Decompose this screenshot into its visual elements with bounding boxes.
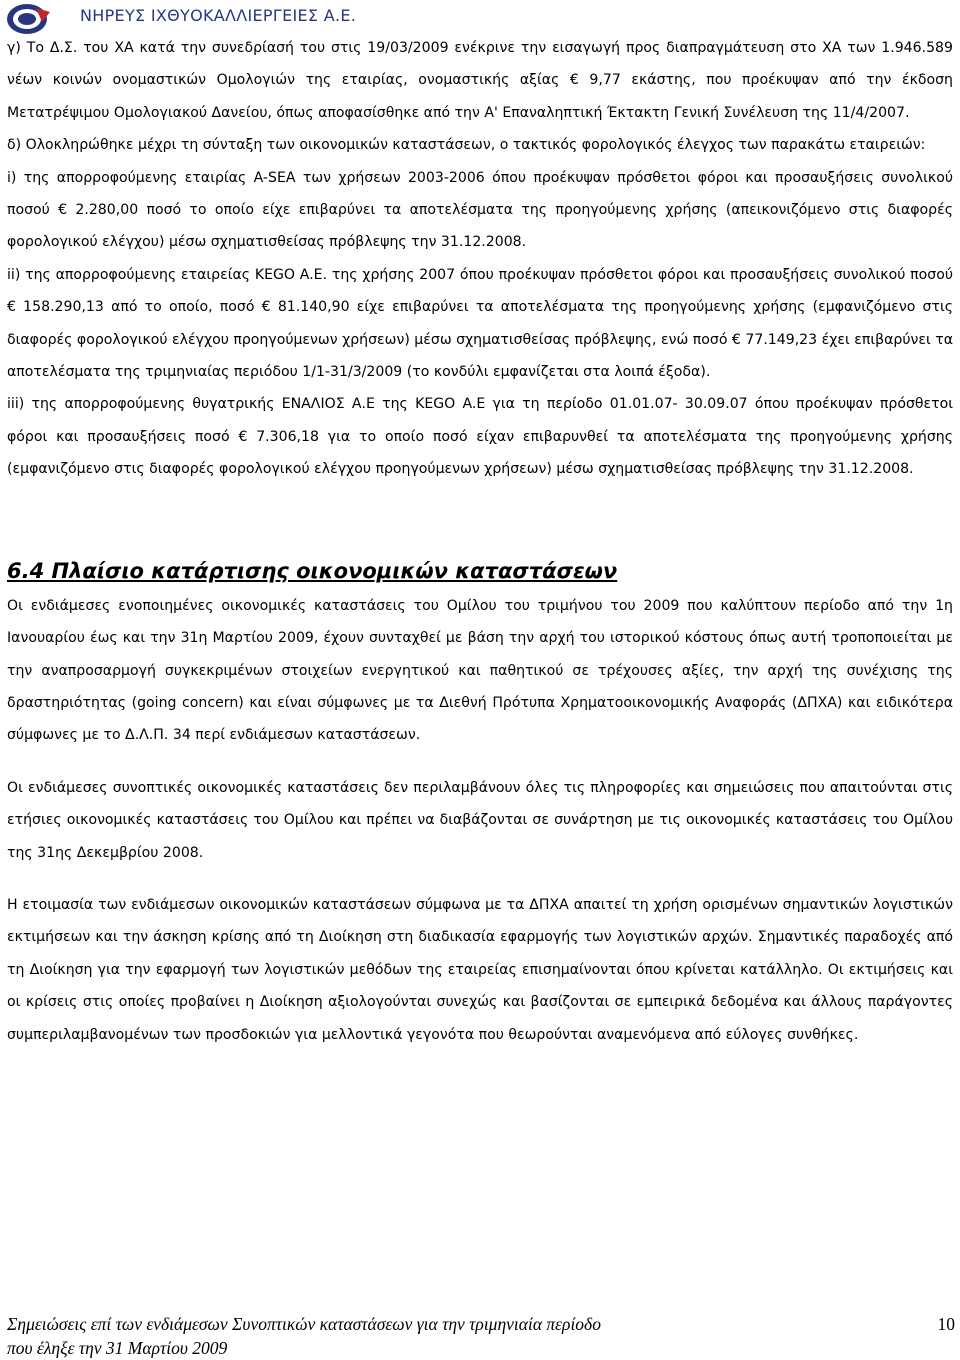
- company-name: ΝΗΡΕΥΣ ΙΧΘΥΟΚΑΛΛΙΕΡΓΕΙΕΣ Α.Ε.: [80, 6, 357, 25]
- section-paragraph-2: Οι ενδιάμεσες συνοπτικές οικονομικές καταστάσεις δεν περιλαμβάνουν όλες τις πληροφορίες και σημειώσεις που απαιτούνται στις ετήσιες οικονομικές καταστάσεις του Ομίλου και πρέπει να διαβάζονται σε συνάρτηση με τις οικονομικές καταστάσεις του Ομίλου της 31ης Δεκεμβρίου 2008.: [7, 779, 953, 861]
- footer-text: [7, 1312, 601, 1360]
- paragraph-delta: δ) Ολοκληρώθηκε μέχρι τη σύνταξη των οικονομικών καταστάσεων, ο τακτικός φορολογικός έλεγχος των παρακάτω εταιρειών:: [7, 137, 926, 154]
- paragraph-ii: ii) της απορροφούμενης εταιρείας KEGO A.E. της χρήσης 2007 όπου προέκυψαν πρόσθετοι φόροι και προσαυξήσεις συνολικού ποσού € 158.290,13 από το οποίο, ποσό € 81.140,90 είχε επιβαρύνει τα αποτελέσματα της προηγούμενης χρήσης (εμφανιζόμενο στις διαφορές φορολογικού ελέγχου προηγούμενων χρήσεων) μέσω σχηματισθείσας πρόβλεψης, ενώ ποσό € 77.149,23 έχει επιβαρύνει τα αποτελέσματα της τριμηνιαίας περιόδου 1/1-31/3/2009 (το κονδύλι εμφανίζεται στα λοιπά έξοδα).: [7, 266, 953, 381]
- section-title: 6.4 Πλαίσιο κατάρτισης οικονομικών καταστάσεων: [7, 558, 618, 583]
- nireus-logo: [6, 2, 52, 36]
- paragraph-iii: iii) της απορροφούμενης θυγατρικής ΕΝΑΛΙΟΣ Α.Ε της KEGO A.E για τη περίοδο 01.01.07- 30.09.07 όπου προέκυψαν πρόσθετοι φόροι και προσαυξήσεις ποσό € 7.306,18 για το οποίο ποσό είχαν επιβαρυνθεί τα αποτελέσματα της προηγούμενης χρήσης (εμφανιζόμενο στις διαφορές φορολογικού ελέγχου προηγούμενων χρήσεων) μέσω σχηματισθείσας πρόβλεψης την 31.12.2008.: [7, 396, 953, 478]
- paragraph-i: i) της απορροφούμενης εταιρίας A-SEA των χρήσεων 2003-2006 όπου προέκυψαν πρόσθετοι φόροι και προσαυξήσεις συνολικού ποσού € 2.280,00 ποσό το οποίο είχε επιβαρύνει τα αποτελέσματα της προηγούμενης χρήσης (απεικονιζόμενο στις διαφορές φορολογικού ελέγχου) μέσω σχηματισθείσας πρόβλεψης την 31.12.2008.: [7, 169, 953, 251]
- section-paragraph-1: Οι ενδιάμεσες ενοποιημένες οικονομικές καταστάσεις του Ομίλου του τριμήνου του 2009 που καλύπτουν περίοδο από την 1η Ιανουαρίου έως και την 31η Μαρτίου 2009, έχουν συνταχθεί με βάση την αρχή του ιστορικού κόστους όπως αυτή τροποποιείται με την αναπροσαρμογή συγκεκριμένων στοιχείων ενεργητικού και παθητικού σε τρέχουσες αξίες, την αρχή της συνέχισης της δραστηριότητας (going concern) και είναι σύμφωνες με τα Διεθνή Πρότυπα Χρηματοοικονομικής Αναφοράς (ΔΠΧΑ) και ειδικότερα σύμφωνες με το Δ.Λ.Π. 34 περί ενδιάμεσων καταστάσεων.: [7, 597, 953, 744]
- footer-line-1: Σημειώσεις επί των ενδιάμεσων Συνοπτικών καταστάσεων για την τριμηνιαία περίοδο: [7, 1314, 601, 1334]
- page-number: 10: [937, 1314, 955, 1334]
- document-body: [7, 32, 953, 1051]
- page-footer: [7, 1312, 957, 1356]
- footer-line-2: που έληξε την 31 Μαρτίου 2009: [7, 1338, 228, 1358]
- paragraph-gamma: γ) Το Δ.Σ. του ΧΑ κατά την συνεδρίασή του στις 19/03/2009 ενέκρινε την εισαγωγή προς διαπραγμάτευση στο ΧΑ των 1.946.589 νέων κοινών ονομαστικών Ομολογιών της εταιρίας, ονομαστικής αξίας € 9,77 εκάστης, που προέκυψαν από την έκδοση Μετατρέψιμου Ομολογιακού Δανείου, όπως αποφασίσθηκε από την Α' Επαναληπτική Έκτακτη Γενική Συνέλευση της 11/4/2007.: [7, 40, 953, 121]
- section-paragraph-3: Η ετοιμασία των ενδιάμεσων οικονομικών καταστάσεων σύμφωνα με τα ΔΠΧΑ απαιτεί τη χρήση ορισμένων σημαντικών λογιστικών εκτιμήσεων και την άσκηση κρίσης από τη Διοίκηση στη διαδικασία εφαρμογής των λογιστικών αρχών. Σημαντικές παραδοχές από τη Διοίκηση για την εφαρμογή των λογιστικών μεθόδων της εταιρείας επισημαίνονται όπου κρίνεται κατάλληλο. Οι εκτιμήσεις και οι κρίσεις στις οποίες προβαίνει η Διοίκηση αξιολογούνται συνεχώς και βασίζονται σε εμπειρικά δεδομένα και άλλους παράγοντες συμπεριλαμβανομένων των προσδοκιών για μελλοντικά γεγονότα που θεωρούνται αναμενόμενα από εύλογες συνθήκες.: [7, 896, 953, 1043]
